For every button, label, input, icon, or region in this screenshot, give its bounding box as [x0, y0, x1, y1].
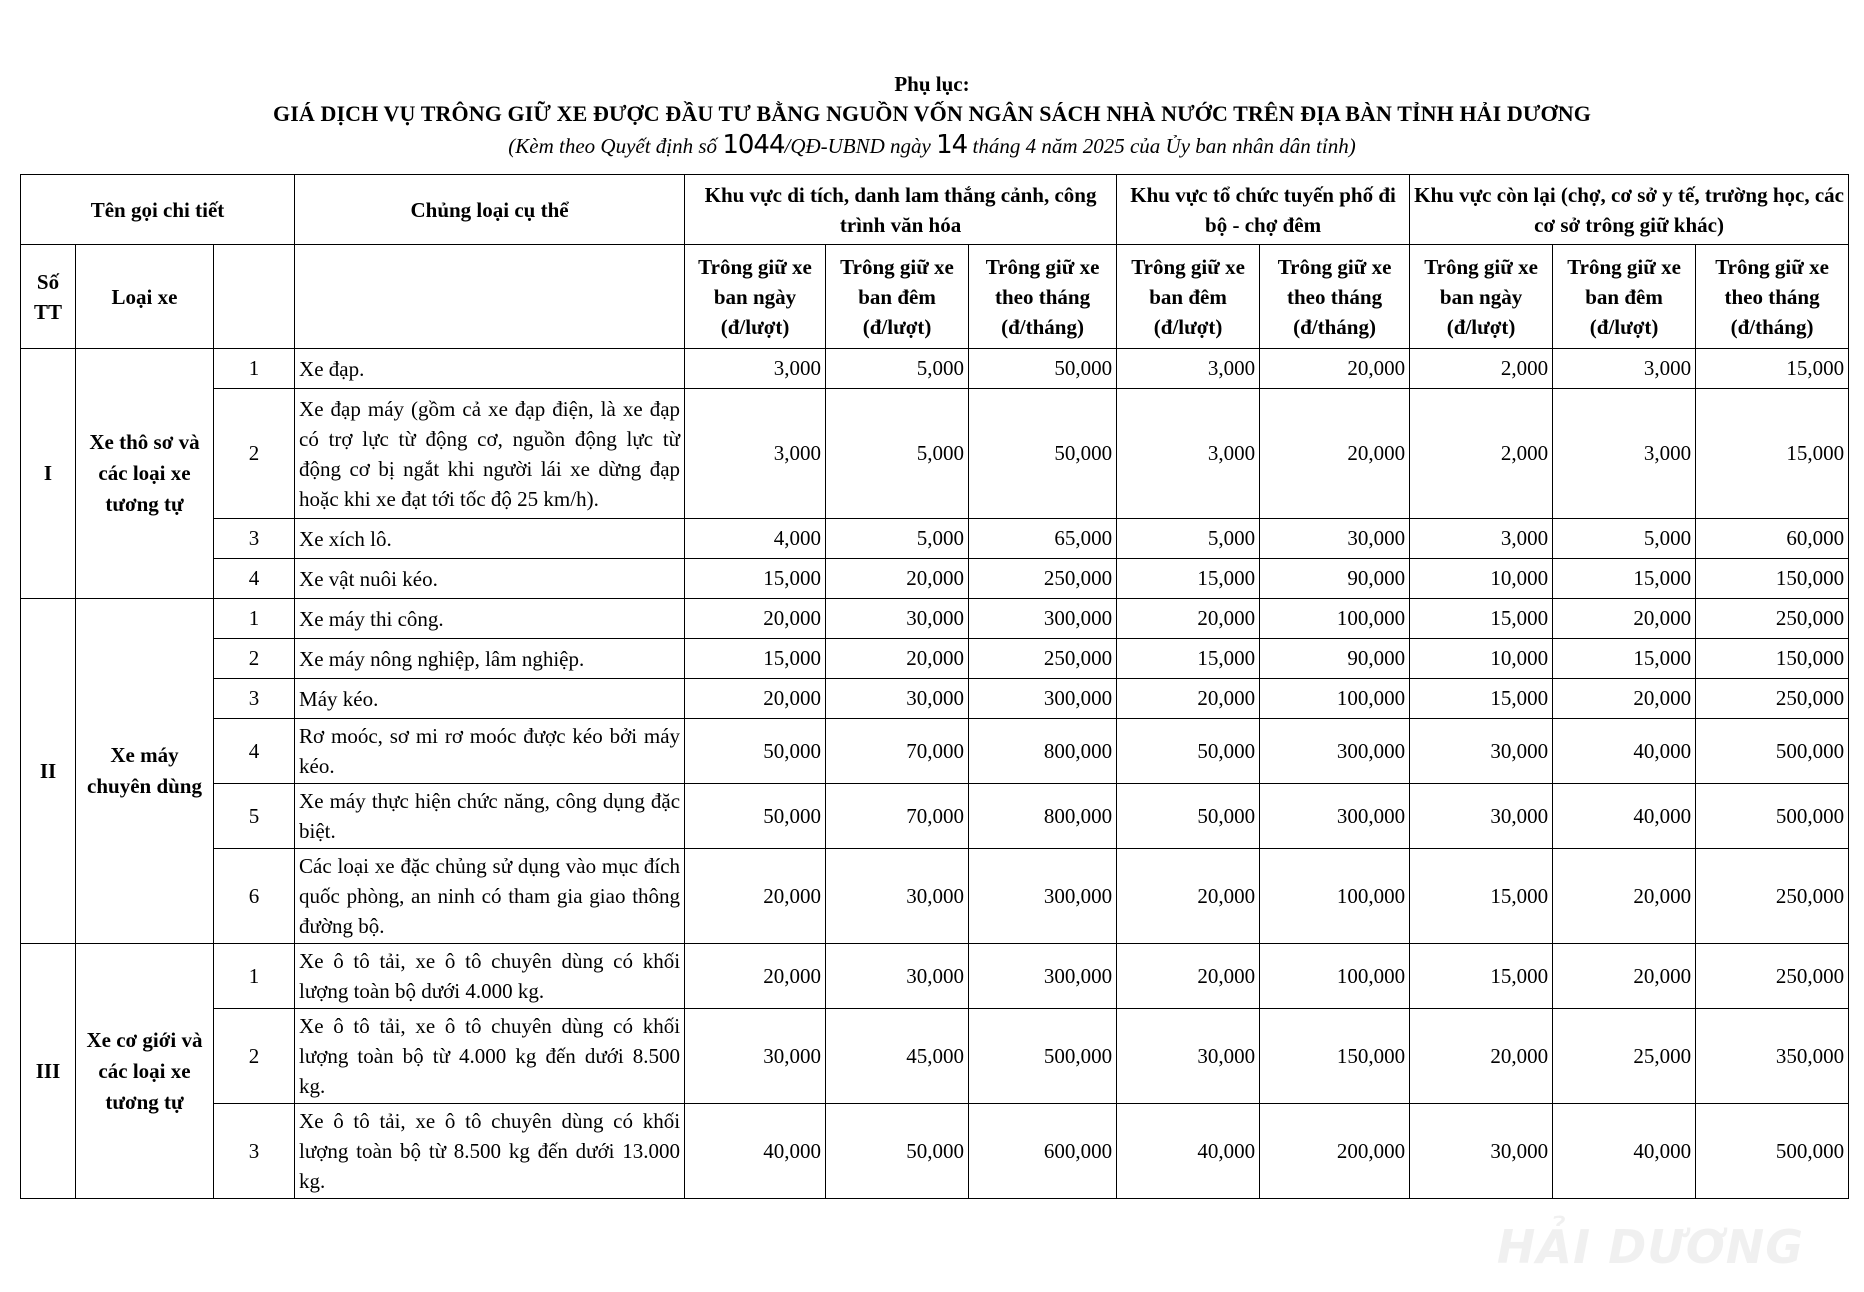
z2-month-fee: 200,000 — [1260, 1104, 1410, 1199]
row-description: Các loại xe đặc chủng sử dụng vào mục đích quốc phòng, an ninh có tham gia giao thông đường bộ. — [295, 849, 685, 944]
header-kind: Chủng loại cụ thể — [295, 175, 685, 245]
header-z3-day: Trông giữ xe ban ngày (đ/lượt) — [1410, 245, 1553, 349]
appendix-label: Phụ lục: — [894, 72, 970, 96]
table-row — [21, 944, 1849, 1009]
header-zone-other: Khu vực còn lại (chợ, cơ sở y tế, trường học, các cơ sở trông giữ khác) — [1410, 175, 1849, 245]
table-body — [21, 349, 1849, 1199]
z2-month-fee: 100,000 — [1260, 944, 1410, 1009]
z2-month-fee: 300,000 — [1260, 784, 1410, 849]
group-roman-number: II — [21, 599, 76, 944]
row-number: 2 — [214, 1009, 295, 1104]
z1-month-fee: 300,000 — [969, 679, 1117, 719]
header-vehicle-type: Loại xe — [76, 245, 214, 349]
z1-night-fee: 30,000 — [826, 944, 969, 1009]
z1-night-fee: 70,000 — [826, 784, 969, 849]
row-description: Xe ô tô tải, xe ô tô chuyên dùng có khối lượng toàn bộ từ 4.000 kg đến dưới 8.500 kg. — [295, 1009, 685, 1104]
decision-number: 1044 — [722, 130, 785, 160]
z3-night-fee: 20,000 — [1553, 944, 1696, 1009]
subtitle-prefix: (Kèm theo Quyết định số — [508, 134, 723, 158]
z3-month-fee: 15,000 — [1696, 389, 1849, 519]
z3-night-fee: 40,000 — [1553, 719, 1696, 784]
z1-day-fee: 20,000 — [685, 849, 826, 944]
z1-night-fee: 5,000 — [826, 349, 969, 389]
header-z1-day: Trông giữ xe ban ngày (đ/lượt) — [685, 245, 826, 349]
row-number: 1 — [214, 349, 295, 389]
row-number: 4 — [214, 559, 295, 599]
row-number: 1 — [214, 944, 295, 1009]
row-number: 1 — [214, 599, 295, 639]
z2-night-fee: 20,000 — [1117, 849, 1260, 944]
z2-night-fee: 5,000 — [1117, 519, 1260, 559]
z2-month-fee: 30,000 — [1260, 519, 1410, 559]
header-empty — [295, 245, 685, 349]
z1-night-fee: 5,000 — [826, 519, 969, 559]
row-number: 2 — [214, 389, 295, 519]
group-vehicle-type: Xe cơ giới và các loại xe tương tự — [76, 944, 214, 1199]
z3-month-fee: 150,000 — [1696, 639, 1849, 679]
z1-month-fee: 800,000 — [969, 784, 1117, 849]
document-header — [0, 70, 1864, 161]
row-description: Xe máy thi công. — [295, 599, 685, 639]
z1-month-fee: 250,000 — [969, 559, 1117, 599]
z3-day-fee: 2,000 — [1410, 389, 1553, 519]
row-number: 4 — [214, 719, 295, 784]
z1-day-fee: 50,000 — [685, 719, 826, 784]
z1-night-fee: 20,000 — [826, 639, 969, 679]
z3-month-fee: 150,000 — [1696, 559, 1849, 599]
header-stt: Số TT — [21, 245, 76, 349]
z3-day-fee: 15,000 — [1410, 679, 1553, 719]
z2-night-fee: 40,000 — [1117, 1104, 1260, 1199]
table-row — [21, 849, 1849, 944]
z2-month-fee: 20,000 — [1260, 389, 1410, 519]
z1-month-fee: 300,000 — [969, 599, 1117, 639]
group-vehicle-type: Xe máy chuyên dùng — [76, 599, 214, 944]
z2-month-fee: 300,000 — [1260, 719, 1410, 784]
parking-fee-table — [20, 174, 1849, 1199]
z3-night-fee: 3,000 — [1553, 349, 1696, 389]
header-zone-walking-street: Khu vực tổ chức tuyến phố đi bộ - chợ đêm — [1117, 175, 1410, 245]
z1-month-fee: 300,000 — [969, 944, 1117, 1009]
row-description: Máy kéo. — [295, 679, 685, 719]
header-row-1 — [21, 175, 1849, 245]
header-z2-month: Trông giữ xe theo tháng (đ/tháng) — [1260, 245, 1410, 349]
z1-night-fee: 45,000 — [826, 1009, 969, 1104]
z3-night-fee: 5,000 — [1553, 519, 1696, 559]
decision-day: 14 — [936, 130, 968, 160]
z1-night-fee: 70,000 — [826, 719, 969, 784]
z1-night-fee: 30,000 — [826, 599, 969, 639]
z1-day-fee: 40,000 — [685, 1104, 826, 1199]
z3-day-fee: 15,000 — [1410, 849, 1553, 944]
z3-day-fee: 30,000 — [1410, 1104, 1553, 1199]
z3-month-fee: 250,000 — [1696, 679, 1849, 719]
group-vehicle-type: Xe thô sơ và các loại xe tương tự — [76, 349, 214, 599]
table-row — [21, 389, 1849, 519]
header-name-detail: Tên gọi chi tiết — [21, 175, 295, 245]
z3-month-fee: 500,000 — [1696, 784, 1849, 849]
z1-night-fee: 5,000 — [826, 389, 969, 519]
z2-night-fee: 3,000 — [1117, 389, 1260, 519]
z3-night-fee: 40,000 — [1553, 1104, 1696, 1199]
z2-month-fee: 100,000 — [1260, 599, 1410, 639]
z2-night-fee: 50,000 — [1117, 784, 1260, 849]
table-row — [21, 719, 1849, 784]
z3-month-fee: 250,000 — [1696, 944, 1849, 1009]
z3-month-fee: 15,000 — [1696, 349, 1849, 389]
z3-month-fee: 60,000 — [1696, 519, 1849, 559]
table-row — [21, 559, 1849, 599]
z3-night-fee: 20,000 — [1553, 599, 1696, 639]
z3-day-fee: 10,000 — [1410, 559, 1553, 599]
document-title: GIÁ DỊCH VỤ TRÔNG GIỮ XE ĐƯỢC ĐẦU TƯ BẰNG NGUỒN VỐN NGÂN SÁCH NHÀ NƯỚC TRÊN ĐỊA BÀN TỈNH HẢI DƯƠNG — [273, 101, 1591, 126]
watermark-logo: HẢI DƯƠNG — [1496, 1220, 1804, 1274]
row-description: Xe máy nông nghiệp, lâm nghiệp. — [295, 639, 685, 679]
z1-day-fee: 4,000 — [685, 519, 826, 559]
table-header — [21, 175, 1849, 349]
header-empty — [214, 245, 295, 349]
z2-night-fee: 30,000 — [1117, 1009, 1260, 1104]
header-z1-month: Trông giữ xe theo tháng (đ/tháng) — [969, 245, 1117, 349]
row-description: Xe đạp máy (gồm cả xe đạp điện, là xe đạp có trợ lực từ động cơ, nguồn động lực từ động cơ bị ngắt khi người lái xe dừng đạp hoặc khi xe đạt tới tốc độ 25 km/h). — [295, 389, 685, 519]
z1-day-fee: 20,000 — [685, 944, 826, 1009]
z1-day-fee: 3,000 — [685, 389, 826, 519]
z2-night-fee: 20,000 — [1117, 944, 1260, 1009]
row-number: 3 — [214, 519, 295, 559]
row-number: 2 — [214, 639, 295, 679]
z3-night-fee: 40,000 — [1553, 784, 1696, 849]
row-description: Rơ moóc, sơ mi rơ moóc được kéo bởi máy kéo. — [295, 719, 685, 784]
z3-month-fee: 350,000 — [1696, 1009, 1849, 1104]
table-row — [21, 599, 1849, 639]
row-number: 5 — [214, 784, 295, 849]
z2-night-fee: 20,000 — [1117, 599, 1260, 639]
z2-night-fee: 3,000 — [1117, 349, 1260, 389]
header-zone-heritage: Khu vực di tích, danh lam thắng cảnh, công trình văn hóa — [685, 175, 1117, 245]
z2-night-fee: 50,000 — [1117, 719, 1260, 784]
z2-month-fee: 90,000 — [1260, 639, 1410, 679]
z1-night-fee: 50,000 — [826, 1104, 969, 1199]
z3-month-fee: 500,000 — [1696, 719, 1849, 784]
z3-night-fee: 15,000 — [1553, 639, 1696, 679]
header-z3-night: Trông giữ xe ban đêm (đ/lượt) — [1553, 245, 1696, 349]
table-row — [21, 784, 1849, 849]
row-number: 3 — [214, 1104, 295, 1199]
z3-day-fee: 15,000 — [1410, 944, 1553, 1009]
table-row — [21, 519, 1849, 559]
row-number: 6 — [214, 849, 295, 944]
z1-day-fee: 15,000 — [685, 559, 826, 599]
z1-month-fee: 50,000 — [969, 349, 1117, 389]
z1-night-fee: 20,000 — [826, 559, 969, 599]
row-description: Xe máy thực hiện chức năng, công dụng đặc biệt. — [295, 784, 685, 849]
z3-month-fee: 250,000 — [1696, 849, 1849, 944]
z3-day-fee: 20,000 — [1410, 1009, 1553, 1104]
row-description: Xe đạp. — [295, 349, 685, 389]
row-description: Xe ô tô tải, xe ô tô chuyên dùng có khối lượng toàn bộ từ 8.500 kg đến dưới 13.000 kg. — [295, 1104, 685, 1199]
z1-month-fee: 50,000 — [969, 389, 1117, 519]
z2-month-fee: 20,000 — [1260, 349, 1410, 389]
z2-night-fee: 15,000 — [1117, 639, 1260, 679]
z1-month-fee: 300,000 — [969, 849, 1117, 944]
z1-night-fee: 30,000 — [826, 849, 969, 944]
row-description: Xe xích lô. — [295, 519, 685, 559]
z1-month-fee: 65,000 — [969, 519, 1117, 559]
group-roman-number: III — [21, 944, 76, 1199]
header-z3-month: Trông giữ xe theo tháng (đ/tháng) — [1696, 245, 1849, 349]
z1-day-fee: 50,000 — [685, 784, 826, 849]
row-description: Xe ô tô tải, xe ô tô chuyên dùng có khối lượng toàn bộ dưới 4.000 kg. — [295, 944, 685, 1009]
subtitle-suffix: tháng 4 năm 2025 của Ủy ban nhân dân tỉnh) — [967, 134, 1356, 158]
header-row-2 — [21, 245, 1849, 349]
z1-month-fee: 250,000 — [969, 639, 1117, 679]
document-subtitle — [0, 130, 1864, 161]
z1-day-fee: 30,000 — [685, 1009, 826, 1104]
z3-day-fee: 30,000 — [1410, 784, 1553, 849]
z3-night-fee: 3,000 — [1553, 389, 1696, 519]
header-z2-night: Trông giữ xe ban đêm (đ/lượt) — [1117, 245, 1260, 349]
z3-day-fee: 30,000 — [1410, 719, 1553, 784]
subtitle-middle: /QĐ-UBND ngày — [784, 134, 937, 158]
z1-night-fee: 30,000 — [826, 679, 969, 719]
z2-month-fee: 90,000 — [1260, 559, 1410, 599]
z1-month-fee: 500,000 — [969, 1009, 1117, 1104]
z2-night-fee: 15,000 — [1117, 559, 1260, 599]
z1-day-fee: 3,000 — [685, 349, 826, 389]
z1-month-fee: 600,000 — [969, 1104, 1117, 1199]
z3-day-fee: 10,000 — [1410, 639, 1553, 679]
table-row — [21, 639, 1849, 679]
z1-day-fee: 20,000 — [685, 599, 826, 639]
z3-day-fee: 3,000 — [1410, 519, 1553, 559]
table-row — [21, 679, 1849, 719]
z1-day-fee: 20,000 — [685, 679, 826, 719]
header-z1-night: Trông giữ xe ban đêm (đ/lượt) — [826, 245, 969, 349]
z2-month-fee: 100,000 — [1260, 679, 1410, 719]
row-description: Xe vật nuôi kéo. — [295, 559, 685, 599]
z2-month-fee: 150,000 — [1260, 1009, 1410, 1104]
row-number: 3 — [214, 679, 295, 719]
z3-month-fee: 500,000 — [1696, 1104, 1849, 1199]
z3-night-fee: 20,000 — [1553, 849, 1696, 944]
z3-month-fee: 250,000 — [1696, 599, 1849, 639]
z3-night-fee: 20,000 — [1553, 679, 1696, 719]
z3-day-fee: 15,000 — [1410, 599, 1553, 639]
z1-day-fee: 15,000 — [685, 639, 826, 679]
z3-day-fee: 2,000 — [1410, 349, 1553, 389]
table-row — [21, 349, 1849, 389]
table-row — [21, 1104, 1849, 1199]
group-roman-number: I — [21, 349, 76, 599]
z3-night-fee: 25,000 — [1553, 1009, 1696, 1104]
z3-night-fee: 15,000 — [1553, 559, 1696, 599]
z2-night-fee: 20,000 — [1117, 679, 1260, 719]
table-row — [21, 1009, 1849, 1104]
z1-month-fee: 800,000 — [969, 719, 1117, 784]
z2-month-fee: 100,000 — [1260, 849, 1410, 944]
